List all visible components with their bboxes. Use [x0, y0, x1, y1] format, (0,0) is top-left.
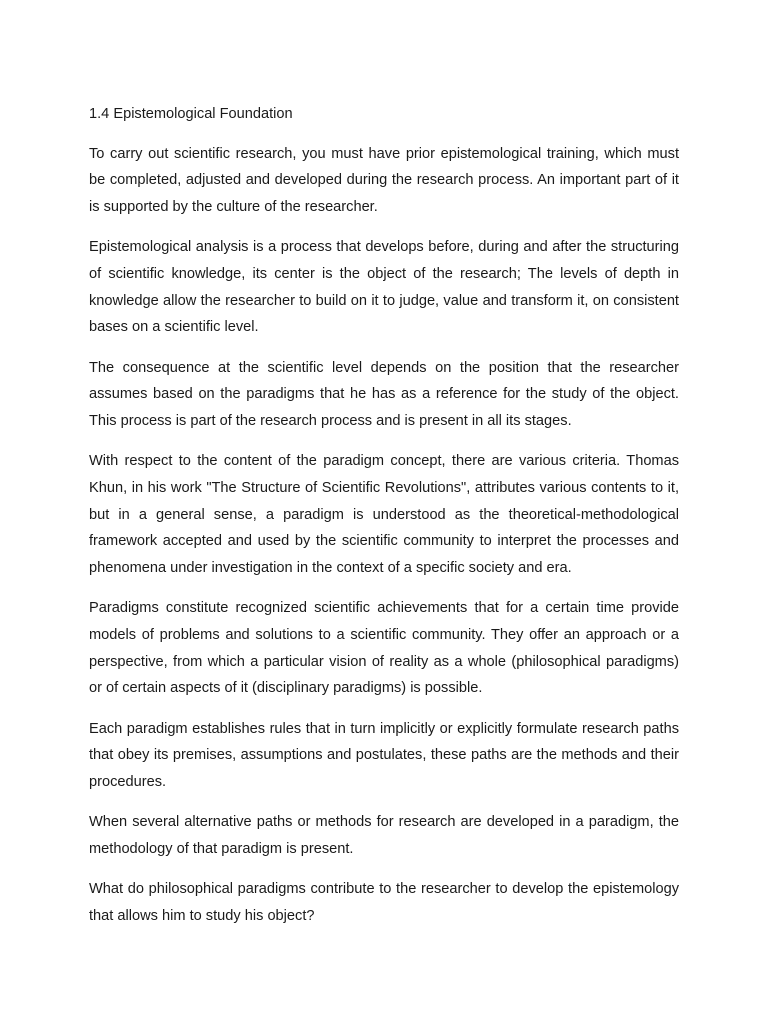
paragraph-4: With respect to the content of the paradigm concept, there are various criteria. Thomas Khun, in his work "The Structure of Scientific Revolutions", attributes various contents to it, but in a general sense, a paradigm is understood as the theoretical-methodological framework accepted and used by the scientific community to interpret the processes and phenomena under investigation in the context of a specific society and era.: [89, 453, 679, 577]
section-heading: 1.4 Epistemological Foundation: [89, 106, 293, 122]
paragraph-6: Each paradigm establishes rules that in turn implicitly or explicitly formulate research paths that obey its premises, assumptions and postulates, these paths are the methods and their procedures.: [89, 720, 679, 790]
paragraph-1: To carry out scientific research, you must have prior epistemological training, which must be completed, adjusted and developed during the research process. An important part of it is supported by the culture of the researcher.: [89, 145, 679, 216]
paragraph-8: What do philosophical paradigms contribute to the researcher to develop the epistemology that allows him to study his object?: [89, 881, 679, 924]
paragraph-5: Paradigms constitute recognized scientific achievements that for a certain time provide models of problems and solutions to a scientific community. They offer an approach or a perspective, from which a particular vision of reality as a whole (philosophical paradigms) or of certain aspects of it (disciplinary paradigms) is possible.: [89, 600, 679, 697]
paragraph-3: The consequence at the scientific level depends on the position that the researcher assumes based on the paradigms that he has as a reference for the study of the object. This process is part of the research process and is present in all its stages.: [89, 359, 679, 430]
paragraph-2: Epistemological analysis is a process that develops before, during and after the structuring of scientific knowledge, its center is the object of the research; The levels of depth in knowledge allow the researcher to build on it to judge, value and transform it, on consistent bases on a scientific level.: [89, 239, 679, 336]
document-page: [89, 101, 679, 943]
paragraph-7: When several alternative paths or methods for research are developed in a paradigm, the methodology of that paradigm is present.: [89, 814, 679, 857]
